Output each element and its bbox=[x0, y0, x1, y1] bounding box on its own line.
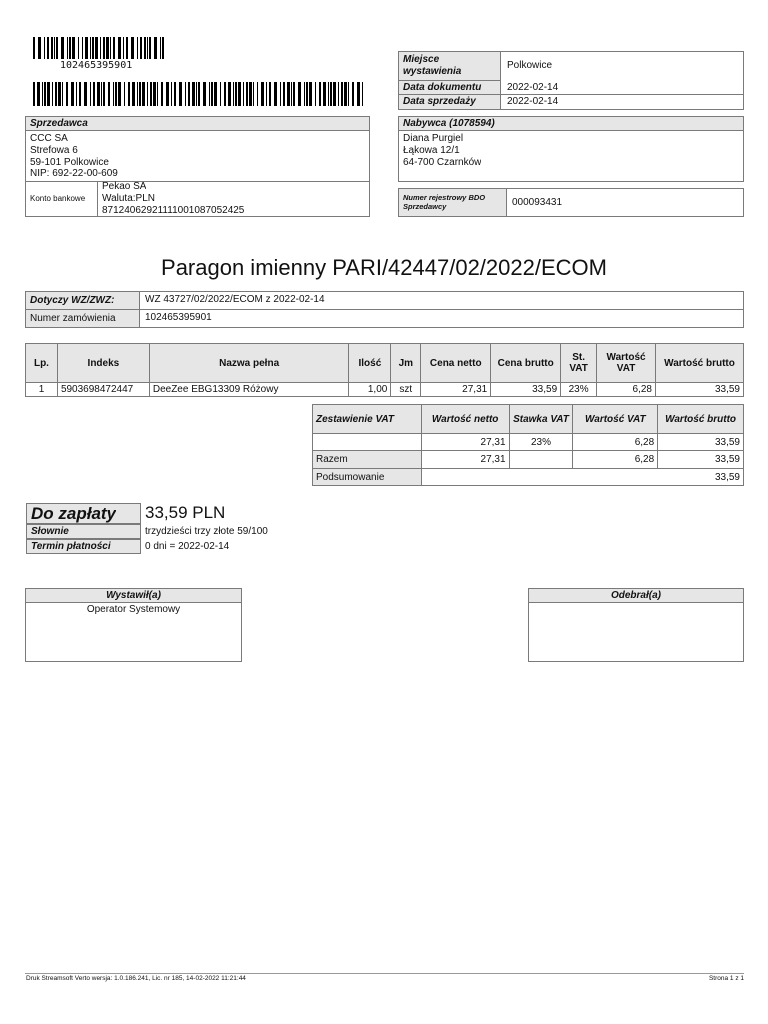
barcode-bar bbox=[92, 37, 94, 59]
barcode-bar bbox=[154, 37, 157, 59]
bank-name: Pekao SA bbox=[102, 181, 147, 192]
barcode-bar bbox=[97, 82, 100, 106]
barcode-bar bbox=[243, 82, 244, 106]
seller-name: CCC SA bbox=[30, 133, 68, 144]
table-row bbox=[26, 383, 744, 397]
seller-nip: NIP: 692-22-00-609 bbox=[30, 168, 118, 179]
barcode-bar bbox=[150, 82, 152, 106]
vat-header-2: Stawka VAT bbox=[509, 405, 573, 434]
wz-label: Dotyczy WZ/ZWZ: bbox=[26, 292, 140, 310]
seller-box bbox=[25, 116, 370, 217]
barcode-bar bbox=[233, 82, 234, 106]
items-cell: 27,31 bbox=[421, 383, 491, 397]
barcode-bar bbox=[293, 82, 295, 106]
buyer-box bbox=[398, 116, 744, 182]
barcode-bar bbox=[103, 82, 105, 106]
barcode-bar bbox=[185, 82, 186, 106]
items-header-2: Nazwa pełna bbox=[149, 344, 349, 383]
vat-total-label: Razem bbox=[313, 451, 422, 469]
barcode-bar bbox=[82, 37, 84, 59]
barcode-bar bbox=[103, 37, 105, 59]
order-label: Numer zamówienia bbox=[26, 310, 140, 327]
barcode-bar bbox=[144, 37, 147, 59]
due-label: Do zapłaty bbox=[31, 504, 117, 523]
barcode-bar bbox=[228, 82, 231, 106]
barcode-bar bbox=[124, 82, 125, 106]
barcode-bar bbox=[85, 37, 88, 59]
barcode-bar bbox=[174, 82, 176, 106]
barcode-bar bbox=[341, 82, 343, 106]
barcode-bar bbox=[42, 82, 43, 106]
bank-label: Konto bankowe bbox=[26, 182, 98, 216]
items-cell: 5903698472447 bbox=[57, 383, 149, 397]
barcode-top bbox=[33, 37, 165, 59]
barcode-bar bbox=[149, 37, 151, 59]
items-header-6: Cena brutto bbox=[491, 344, 561, 383]
barcode-bar bbox=[37, 82, 40, 106]
items-header-1: Indeks bbox=[57, 344, 149, 383]
barcode-bar bbox=[344, 82, 347, 106]
received-label: Odebrał(a) bbox=[529, 589, 743, 603]
barcode-bar bbox=[69, 37, 71, 59]
vat-total-gross: 33,59 bbox=[658, 451, 744, 469]
barcode-bar bbox=[188, 82, 190, 106]
barcode-bar bbox=[47, 82, 50, 106]
barcode-bar bbox=[261, 82, 264, 106]
barcode-bar bbox=[235, 82, 237, 106]
barcode-bar bbox=[123, 37, 124, 59]
barcode-bar bbox=[139, 82, 141, 106]
barcode-bar bbox=[62, 82, 63, 106]
items-cell: DeeZee EBG13309 Różowy bbox=[149, 383, 349, 397]
barcode-bar bbox=[55, 82, 57, 106]
barcode-bar bbox=[348, 82, 349, 106]
barcode-bar bbox=[93, 82, 95, 106]
items-header-0: Lp. bbox=[26, 344, 58, 383]
barcode-bottom bbox=[33, 82, 365, 106]
barcode-bar bbox=[115, 82, 117, 106]
footer-rule bbox=[25, 973, 744, 974]
barcode-bar bbox=[56, 37, 58, 59]
barcode-bar bbox=[137, 82, 138, 106]
barcode-bar bbox=[161, 82, 163, 106]
barcode-bar bbox=[309, 82, 312, 106]
items-cell: 33,59 bbox=[656, 383, 744, 397]
barcode-bar bbox=[44, 82, 46, 106]
buyer-label: Nabywca (1078594) bbox=[399, 117, 743, 131]
items-header-7: St. VAT bbox=[561, 344, 597, 383]
barcode-bar bbox=[132, 82, 135, 106]
bdo-box bbox=[398, 188, 744, 217]
barcode-bar bbox=[333, 82, 336, 106]
barcode-bar bbox=[67, 37, 68, 59]
barcode-bar bbox=[160, 37, 161, 59]
vat-row-label bbox=[313, 434, 422, 451]
items-table bbox=[25, 343, 744, 397]
barcode-bar bbox=[211, 82, 213, 106]
barcode-bar bbox=[162, 37, 164, 59]
barcode-bar bbox=[266, 82, 267, 106]
barcode-bar bbox=[269, 82, 271, 106]
barcode-bar bbox=[323, 82, 326, 106]
barcode-bar bbox=[108, 82, 111, 106]
items-cell: 33,59 bbox=[491, 383, 561, 397]
barcode-bar bbox=[38, 37, 41, 59]
barcode-bar bbox=[319, 82, 321, 106]
barcode-bar bbox=[128, 82, 130, 106]
barcode-bar bbox=[137, 37, 138, 59]
items-header-9: Wartość brutto bbox=[656, 344, 744, 383]
items-header-3: Ilość bbox=[349, 344, 391, 383]
barcode-bar bbox=[246, 82, 248, 106]
vat-row-vat: 6,28 bbox=[573, 434, 658, 451]
received-by-box bbox=[528, 588, 744, 662]
term-label: Termin płatności bbox=[26, 539, 141, 554]
barcode-bar bbox=[157, 82, 158, 106]
buyer-name: Diana Purgiel bbox=[403, 133, 464, 144]
items-cell: szt bbox=[391, 383, 421, 397]
barcode-bar bbox=[52, 82, 53, 106]
due-value: 33,59 PLN bbox=[145, 503, 226, 522]
order-value: 102465395901 bbox=[145, 312, 212, 323]
barcode-bar bbox=[78, 37, 79, 59]
issued-value: Operator Systemowy bbox=[86, 604, 181, 615]
words-label: Słownie bbox=[26, 524, 141, 539]
items-cell: 1,00 bbox=[349, 383, 391, 397]
barcode-bar bbox=[179, 82, 182, 106]
due-label-box bbox=[26, 503, 141, 524]
barcode-bar bbox=[274, 82, 277, 106]
footer-left: Druk Streamsoft Verto wersja: 1.0.186.241, Lic. nr 185, 14-02-2022 11:21:44 bbox=[26, 975, 246, 982]
vat-summary-table bbox=[312, 404, 744, 486]
items-cell: 1 bbox=[26, 383, 58, 397]
bank-currency: Waluta:PLN bbox=[102, 193, 155, 204]
barcode-bar bbox=[131, 37, 134, 59]
barcode-bar bbox=[76, 82, 77, 106]
barcode-bar bbox=[253, 82, 254, 106]
term-value: 0 dni = 2022-02-14 bbox=[145, 541, 230, 552]
barcode-bar bbox=[362, 82, 363, 106]
items-header-5: Cena netto bbox=[421, 344, 491, 383]
vat-row-net: 27,31 bbox=[421, 434, 509, 451]
barcode-bar bbox=[54, 37, 55, 59]
place-label: Miejsce wystawienia bbox=[399, 52, 501, 81]
seller-label: Sprzedawca bbox=[26, 117, 369, 131]
vat-total-rate bbox=[509, 451, 573, 469]
seller-street: Strefowa 6 bbox=[30, 145, 78, 156]
barcode-bar bbox=[352, 82, 354, 106]
barcode-bar bbox=[330, 82, 332, 106]
items-cell: 23% bbox=[561, 383, 597, 397]
barcode-bar bbox=[90, 82, 91, 106]
barcode-bar bbox=[153, 82, 156, 106]
barcode-bar bbox=[106, 37, 109, 59]
barcode-bar bbox=[126, 37, 128, 59]
barcode-bar bbox=[287, 82, 290, 106]
barcode-bar bbox=[238, 82, 241, 106]
barcode-bar bbox=[192, 82, 195, 106]
buyer-city: 64-700 Czarnków bbox=[403, 157, 482, 168]
barcode-bar bbox=[196, 82, 197, 106]
barcode-bar bbox=[214, 82, 217, 106]
barcode-bar bbox=[249, 82, 252, 106]
barcode-bar bbox=[198, 82, 200, 106]
doc-date-value: 2022-02-14 bbox=[501, 81, 743, 95]
items-header-4: Jm bbox=[391, 344, 421, 383]
vat-header-0: Zestawienie VAT bbox=[313, 405, 422, 434]
barcode-bar bbox=[166, 82, 169, 106]
issued-label: Wystawił(a) bbox=[26, 589, 241, 603]
barcode-bar bbox=[315, 82, 316, 106]
barcode-bar bbox=[283, 82, 285, 106]
place-value: Polkowice bbox=[507, 60, 553, 71]
barcode-bar bbox=[171, 82, 172, 106]
barcode-bar bbox=[224, 82, 226, 106]
place-dates-box bbox=[398, 51, 744, 110]
barcode-bar bbox=[357, 82, 360, 106]
barcode-bar bbox=[44, 37, 45, 59]
barcode-bar bbox=[147, 82, 148, 106]
barcode-bar bbox=[203, 82, 206, 106]
barcode-bar bbox=[140, 37, 142, 59]
barcode-bar bbox=[66, 82, 68, 106]
issued-by-box bbox=[25, 588, 242, 662]
sale-date-value: 2022-02-14 bbox=[507, 96, 559, 107]
footer-right: Strona 1 z 1 bbox=[708, 975, 744, 982]
references-box bbox=[25, 291, 744, 328]
barcode-bar bbox=[84, 82, 87, 106]
barcode-bar bbox=[71, 82, 74, 106]
barcode-bar bbox=[101, 82, 102, 106]
bdo-value: 000093431 bbox=[512, 197, 563, 208]
barcode-bar bbox=[338, 82, 339, 106]
bank-account: 87124062921111001087052425 bbox=[102, 205, 245, 216]
barcode-bar bbox=[147, 37, 148, 59]
barcode-bar bbox=[118, 82, 121, 106]
vat-total-net: 27,31 bbox=[421, 451, 509, 469]
items-header-8: Wartość VAT bbox=[597, 344, 656, 383]
document-title: Paragon imienny PARI/42447/02/2022/ECOM bbox=[161, 255, 607, 280]
barcode-bar bbox=[61, 37, 64, 59]
seller-city: 59-101 Polkowice bbox=[30, 157, 109, 168]
barcode-bar bbox=[306, 82, 308, 106]
barcode-bar bbox=[51, 37, 54, 59]
vat-summary-label: Podsumowanie bbox=[313, 469, 422, 486]
barcode-bar bbox=[209, 82, 210, 106]
barcode-bar bbox=[118, 37, 121, 59]
barcode-bar bbox=[58, 82, 61, 106]
barcode-bar bbox=[95, 37, 98, 59]
vat-header-3: Wartość VAT bbox=[573, 405, 658, 434]
barcode-bar bbox=[304, 82, 305, 106]
vat-header-4: Wartość brutto bbox=[658, 405, 744, 434]
barcode-bar bbox=[142, 82, 145, 106]
barcode-bar bbox=[298, 82, 301, 106]
barcode-bar bbox=[291, 82, 292, 106]
doc-date-label: Data dokumentu bbox=[399, 81, 501, 95]
vat-total-vat: 6,28 bbox=[573, 451, 658, 469]
barcode-bar bbox=[33, 82, 35, 106]
barcode-bar bbox=[110, 37, 111, 59]
sale-date-label: Data sprzedaży bbox=[399, 95, 501, 109]
buyer-street: Łąkowa 12/1 bbox=[403, 145, 460, 156]
barcode-bar bbox=[33, 37, 35, 59]
barcode-bar bbox=[90, 37, 91, 59]
barcode-bar bbox=[257, 82, 259, 106]
barcode-bar bbox=[100, 37, 101, 59]
barcode-bar bbox=[328, 82, 329, 106]
items-cell: 6,28 bbox=[597, 383, 656, 397]
barcode-bar bbox=[113, 82, 114, 106]
vat-summary-value: 33,59 bbox=[421, 469, 743, 486]
vat-row-rate: 23% bbox=[509, 434, 573, 451]
barcode-number: 102465395901 bbox=[60, 60, 133, 71]
vat-header-1: Wartość netto bbox=[421, 405, 509, 434]
barcode-bar bbox=[79, 82, 81, 106]
barcode-bar bbox=[220, 82, 221, 106]
barcode-bar bbox=[47, 37, 49, 59]
bdo-label: Numer rejestrowy BDO Sprzedawcy bbox=[399, 189, 507, 216]
words-value: trzydzieści trzy złote 59/100 bbox=[145, 526, 268, 537]
vat-row-gross: 33,59 bbox=[658, 434, 744, 451]
barcode-bar bbox=[72, 37, 75, 59]
wz-value: WZ 43727/02/2022/ECOM z 2022-02-14 bbox=[140, 292, 743, 310]
barcode-bar bbox=[113, 37, 115, 59]
barcode-bar bbox=[280, 82, 281, 106]
